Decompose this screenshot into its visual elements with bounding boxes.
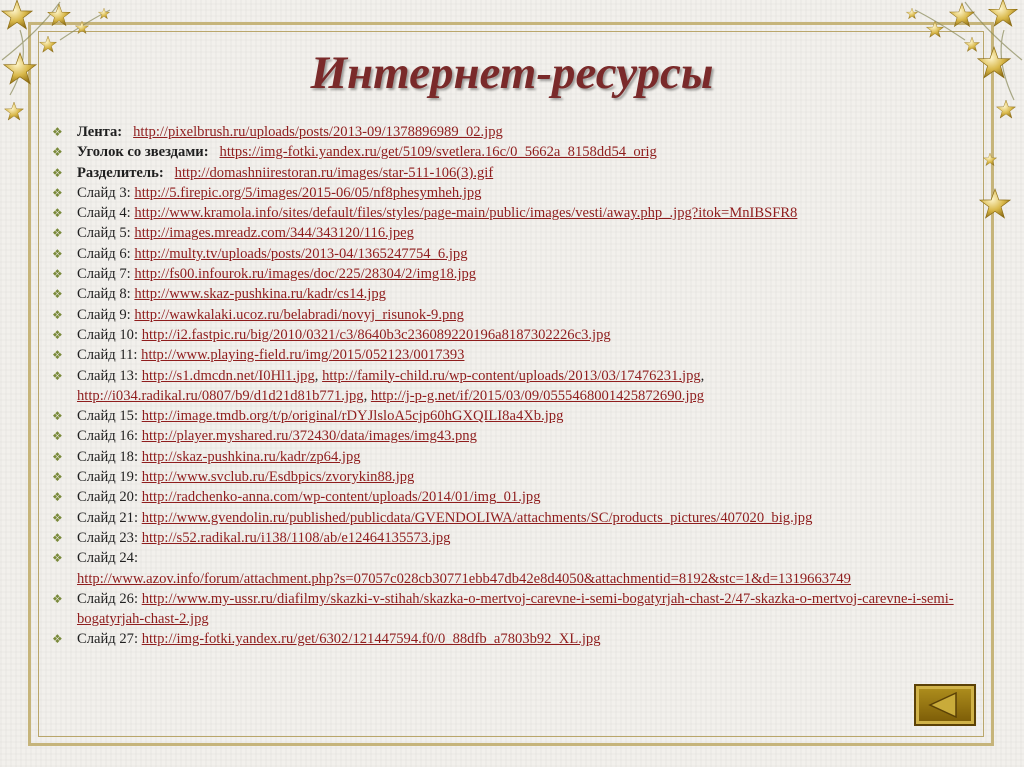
- resource-item: [52, 548, 1002, 589]
- resource-link[interactable]: http://family-child.ru/wp-content/uploads/2013/03/17476231.jpg: [322, 367, 701, 384]
- resource-link[interactable]: http://radchenko-anna.com/wp-content/uploads/2014/01/img_01.jpg: [141, 489, 541, 506]
- resource-label: Слайд 9:: [77, 306, 131, 323]
- resource-link[interactable]: http://img-fotki.yandex.ru/get/6302/121447594.f0/0_88dfb_a7803b92_XL.jpg: [141, 631, 601, 648]
- resource-link[interactable]: http://images.mreadz.com/344/343120/116.jpeg: [134, 225, 414, 242]
- diamond-bullet-icon: ❖: [52, 206, 63, 221]
- resource-link[interactable]: http://i034.radikal.ru/0807/b9/d1d21d81b771.jpg: [77, 387, 364, 404]
- resource-list: [52, 122, 1002, 650]
- resource-item: [52, 508, 1002, 528]
- resource-link[interactable]: http://www.playing-field.ru/img/2015/052123/0017393: [141, 347, 465, 364]
- resource-label: Слайд 21:: [77, 509, 139, 526]
- resource-item: [52, 629, 1002, 649]
- resource-label: Лента:: [77, 124, 123, 140]
- resource-label: Слайд 3:: [77, 184, 131, 201]
- resource-label: Слайд 20:: [77, 489, 139, 506]
- page-title: Интернет-ресурсы: [310, 47, 714, 99]
- resource-label: Слайд 19:: [77, 469, 139, 486]
- diamond-bullet-icon: ❖: [52, 327, 63, 342]
- resource-item: [52, 528, 1002, 548]
- diamond-bullet-icon: ❖: [52, 510, 63, 525]
- resource-link[interactable]: http://www.azov.info/forum/attachment.php?s=07057c028cb30771ebb47db42e8d4050&attachmentid=8192&stc=1&d=1319663749: [77, 570, 851, 587]
- diamond-bullet-icon: ❖: [52, 246, 63, 261]
- resource-item: [52, 203, 1002, 223]
- diamond-bullet-icon: ❖: [52, 530, 63, 545]
- resource-item: [52, 325, 1002, 345]
- resource-link[interactable]: http://multy.tv/uploads/posts/2013-04/1365247754_6.jpg: [134, 245, 468, 262]
- resource-label: Слайд 15:: [77, 408, 139, 425]
- resource-link[interactable]: http://www.skaz-pushkina.ru/kadr/cs14.jpg: [134, 286, 386, 303]
- diamond-bullet-icon: ❖: [52, 429, 63, 444]
- resource-label: Слайд 16:: [77, 428, 139, 445]
- resource-label: Слайд 27:: [77, 631, 139, 648]
- resource-label: Уголок со звездами:: [77, 144, 209, 161]
- resource-item: [52, 426, 1002, 446]
- resource-label: Слайд 11:: [77, 347, 138, 364]
- diamond-bullet-icon: ❖: [52, 165, 63, 180]
- diamond-bullet-icon: ❖: [52, 267, 63, 282]
- resource-item: ❖ Слайд 13: http://s1.dmcdn.net/I0Hl1.jpg, http://family-child.ru/wp-content/uploads/2013/03/17476231.jpg, http://i034.radikal.ru/0807/b9/d1d21d81b771.jpg, http://j-p-g.net/if/2015/03/09/0555468001425872690.jpg: [52, 367, 705, 404]
- diamond-bullet-icon: ❖: [52, 185, 63, 200]
- resource-link[interactable]: http://image.tmdb.org/t/p/original/rDYJlsloA5cjp60hGXQILI8a4Xb.jpg: [141, 408, 564, 425]
- resource-label: Слайд 26:: [77, 590, 139, 607]
- resource-label: Слайд 8:: [77, 286, 131, 303]
- resource-link[interactable]: https://img-fotki.yandex.ru/get/5109/svetlera.16c/0_5662a_8158dd54_orig: [219, 144, 657, 161]
- resource-label: Слайд 7:: [77, 266, 131, 283]
- resource-link[interactable]: http://www.gvendolin.ru/published/publicdata/GVENDOLIWA/attachments/SC/products_pictures/407020_big.jpg: [141, 509, 813, 526]
- resource-label: Слайд 18:: [77, 448, 139, 465]
- resource-label: Слайд 23:: [77, 529, 139, 546]
- resource-label: Разделитель:: [77, 164, 164, 181]
- resource-item: [52, 163, 1002, 183]
- back-button[interactable]: [914, 684, 976, 726]
- resource-item: [52, 223, 1002, 243]
- resource-item: [52, 345, 1002, 365]
- diamond-bullet-icon: ❖: [52, 368, 63, 383]
- back-arrow-icon: [916, 686, 974, 724]
- resource-label: Слайд 5:: [77, 225, 131, 242]
- resource-link[interactable]: http://i2.fastpic.ru/big/2010/0321/c3/8640b3c236089220196a8187302226c3.jpg: [141, 326, 611, 343]
- resource-item: [52, 406, 1002, 426]
- diamond-bullet-icon: ❖: [52, 307, 63, 322]
- resource-label: Слайд 4:: [77, 205, 131, 222]
- resource-item: [52, 305, 1002, 325]
- diamond-bullet-icon: ❖: [52, 145, 63, 160]
- resource-link[interactable]: http://fs00.infourok.ru/images/doc/225/28304/2/img18.jpg: [134, 266, 477, 283]
- diamond-bullet-icon: ❖: [52, 226, 63, 241]
- resource-item: [52, 142, 1002, 162]
- resource-label: Слайд 24:: [77, 550, 139, 567]
- resource-item: [52, 122, 1002, 142]
- resource-link[interactable]: http://domashniirestoran.ru/images/star-511-106(3).gif: [174, 164, 494, 181]
- resource-label: Слайд 13:: [77, 367, 139, 384]
- diamond-bullet-icon: ❖: [52, 287, 63, 302]
- resource-item: [52, 244, 1002, 264]
- diamond-bullet-icon: ❖: [52, 490, 63, 505]
- diamond-bullet-icon: ❖: [52, 632, 63, 647]
- resource-link[interactable]: http://5.firepic.org/5/images/2015-06/05/nf8phesymheh.jpg: [134, 184, 482, 201]
- resource-item: [52, 264, 1002, 284]
- diamond-bullet-icon: ❖: [52, 125, 63, 139]
- resource-link[interactable]: http://wawkalaki.ucoz.ru/belabradi/novyj_risunok-9.png: [134, 306, 464, 323]
- resource-link[interactable]: http://pixelbrush.ru/uploads/posts/2013-09/1378896989_02.jpg: [133, 124, 503, 140]
- resource-label: Слайд 6:: [77, 245, 131, 262]
- resource-item: [52, 447, 1002, 467]
- diamond-bullet-icon: ❖: [52, 591, 63, 606]
- resource-link[interactable]: http://s1.dmcdn.net/I0Hl1.jpg: [141, 367, 315, 384]
- resource-link[interactable]: http://skaz-pushkina.ru/kadr/zp64.jpg: [141, 448, 361, 465]
- resource-link[interactable]: http://s52.radikal.ru/i138/1108/ab/e12464135573.jpg: [141, 529, 451, 546]
- resource-item: [52, 467, 1002, 487]
- diamond-bullet-icon: ❖: [52, 348, 63, 363]
- diamond-bullet-icon: ❖: [52, 449, 63, 464]
- resource-link[interactable]: http://player.myshared.ru/372430/data/images/img43.png: [141, 428, 477, 445]
- resource-item: [52, 589, 1002, 630]
- resource-item: [52, 487, 1002, 507]
- resource-item: [52, 183, 1002, 203]
- resource-link[interactable]: http://j-p-g.net/if/2015/03/09/0555468001425872690.jpg: [370, 387, 705, 404]
- diamond-bullet-icon: ❖: [52, 409, 63, 424]
- resource-item: [52, 284, 1002, 304]
- diamond-bullet-icon: ❖: [52, 470, 63, 485]
- diamond-bullet-icon: ❖: [52, 551, 63, 566]
- resource-link[interactable]: http://www.my-ussr.ru/diafilmy/skazki-v-stihah/skazka-o-mertvoj-carevne-i-semi-bogatyrjah-chast-2/47-skazka-o-mertvoj-carevne-i-semi-bogatyrjah-chast-2.jpg: [77, 590, 954, 628]
- resource-link[interactable]: http://www.svclub.ru/Esdbpics/zvorykin88.jpg: [141, 469, 415, 486]
- resource-label: Слайд 10:: [77, 326, 139, 343]
- resource-link[interactable]: http://www.kramola.info/sites/default/files/styles/page-main/public/images/vesti/away.php_.jpg?itok=MnIBSFR8: [134, 205, 798, 222]
